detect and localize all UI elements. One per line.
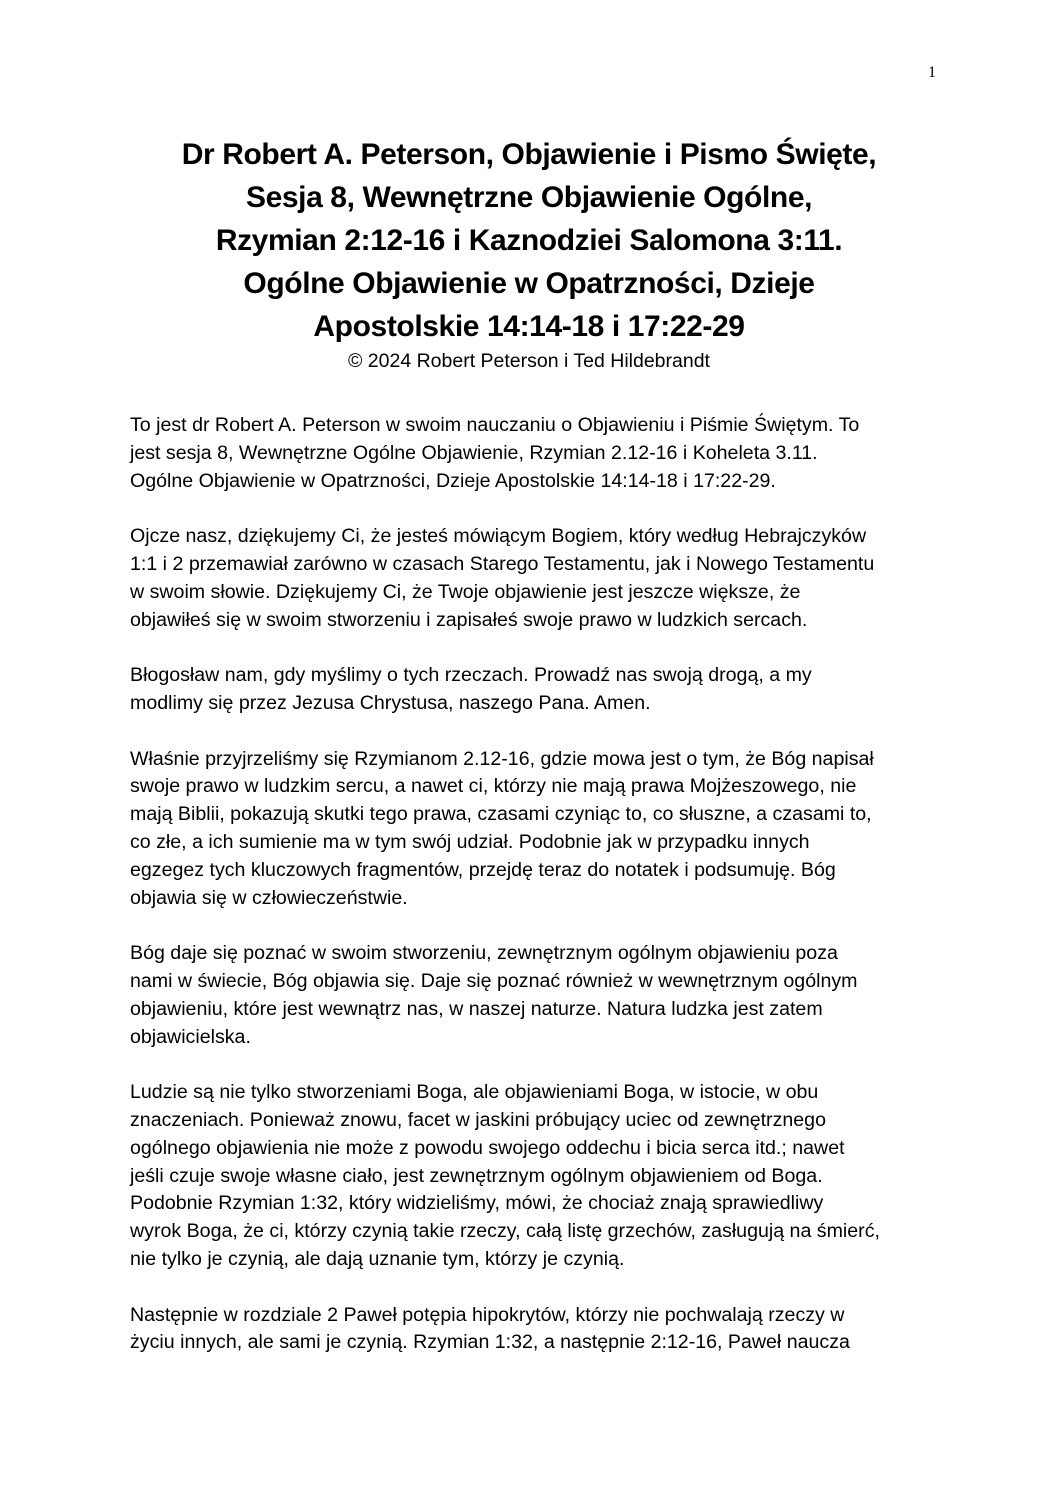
text-line: Ludzie są nie tylko stworzeniami Boga, ale objawieniami Boga, w istocie, w obu (130, 1081, 819, 1104)
paragraph-blessing (130, 662, 940, 718)
text-line: To jest dr Robert A. Peterson w swoim nauczaniu o Objawieniu i Piśmie Świętym. To (130, 414, 860, 436)
text-line: mają Biblii, pokazują skutki tego prawa, czasami czyniąc to, co słuszne, a czasami to, (130, 803, 872, 826)
document-body (130, 412, 940, 1385)
text-line: swoje prawo w ludzkim sercu, a nawet ci, którzy nie mają prawa Mojżeszowego, nie (130, 775, 857, 798)
title-line: Ogólne Objawienie w Opatrzności, Dzieje (243, 267, 815, 300)
title-line: Sesja 8, Wewnętrzne Objawienie Ogólne, (245, 181, 813, 214)
text-line: jeśli czuje swoje własne ciało, jest zewnętrznym ogólnym objawieniem od Boga. (130, 1164, 823, 1187)
text-line: modlimy się przez Jezusa Chrystusa, naszego Pana. Amen. (130, 691, 651, 714)
paragraph-romans (130, 746, 940, 913)
text-line: co złe, a ich sumienie ma w tym swój udział. Podobnie jak w przypadku innych (130, 830, 810, 853)
text-line: w swoim słowie. Dziękujemy Ci, że Twoje objawienie jest jeszcze większe, że (130, 580, 801, 603)
text-line: 1:1 i 2 przemawiał zarówno w czasach Starego Testamentu, jak i Nowego Testamentu (130, 552, 875, 575)
title-line: Rzymian 2:12-16 i Kaznodziei Salomona 3:11. (215, 224, 843, 257)
text-line: objawiłeś się w swoim stworzeniu i zapisałeś swoje prawo w ludzkich sercach. (130, 608, 808, 631)
text-line: Podobnie Rzymian 1:32, który widzieliśmy, mówi, że chociaż znają sprawiedliwy (130, 1192, 824, 1215)
text-line: objawicielska. (130, 1025, 251, 1048)
text-line: Bóg daje się poznać w swoim stworzeniu, zewnętrznym ogólnym objawieniu poza (130, 942, 838, 965)
text-line: objawia się w człowieczeństwie. (130, 886, 408, 909)
text-line: Ogólne Objawienie w Opatrzności, Dzieje Apostolskie 14:14-18 i 17:22-29. (130, 469, 776, 492)
text-line: objawieniu, które jest wewnątrz nas, w naszej naturze. Natura ludzka jest zatem (130, 997, 823, 1020)
paragraph-creation (130, 940, 940, 1051)
document-header (110, 133, 948, 374)
paragraph-prayer (130, 523, 940, 634)
text-line: ogólnego objawienia nie może z powodu swojego oddechu i bicia serca itd.; nawet (130, 1136, 845, 1159)
text-line: znaczeniach. Ponieważ znowu, facet w jaskini próbujący uciec od zewnętrznego (130, 1108, 826, 1131)
text-line: Właśnie przyjrzeliśmy się Rzymianom 2.12-16, gdzie mowa jest o tym, że Bóg napisał (130, 747, 874, 770)
text-line: Następnie w rozdziale 2 Paweł potępia hipokrytów, którzy nie pochwalają rzeczy w (130, 1303, 845, 1326)
title-line: Dr Robert A. Peterson, Objawienie i Pismo Święte, (181, 138, 877, 171)
text-line: jest sesja 8, Wewnętrzne Ogólne Objawienie, Rzymian 2.12-16 i Koheleta 3.11. (130, 441, 818, 464)
text-line: nami w świecie, Bóg objawia się. Daje się poznać również w wewnętrznym ogólnym (130, 969, 858, 992)
text-line: egzegez tych kluczowych fragmentów, przejdę teraz do notatek i podsumuję. Bóg (130, 858, 836, 881)
text-line: Ojcze nasz, dziękujemy Ci, że jesteś mówiącym Bogiem, który według Hebrajczyków (130, 525, 867, 548)
page-number: 1 (928, 64, 936, 81)
copyright-notice: © 2024 Robert Peterson i Ted Hildebrandt (348, 350, 710, 372)
paragraph-hypocrites (130, 1302, 940, 1358)
paragraph-intro (130, 412, 940, 495)
text-line: wyrok Boga, że ci, którzy czynią takie rzeczy, całą listę grzechów, zasługują na śmierć, (130, 1220, 880, 1243)
title-line: Apostolskie 14:14-18 i 17:22-29 (313, 310, 745, 343)
text-line: Błogosław nam, gdy myślimy o tych rzeczach. Prowadź nas swoją drogą, a my (130, 664, 812, 687)
text-line: nie tylko je czynią, ale dają uznanie tym, którzy je czynią. (130, 1247, 625, 1270)
paragraph-people (130, 1079, 940, 1274)
text-line: życiu innych, ale sami je czynią. Rzymian 1:32, a następnie 2:12-16, Paweł naucza (130, 1331, 850, 1354)
